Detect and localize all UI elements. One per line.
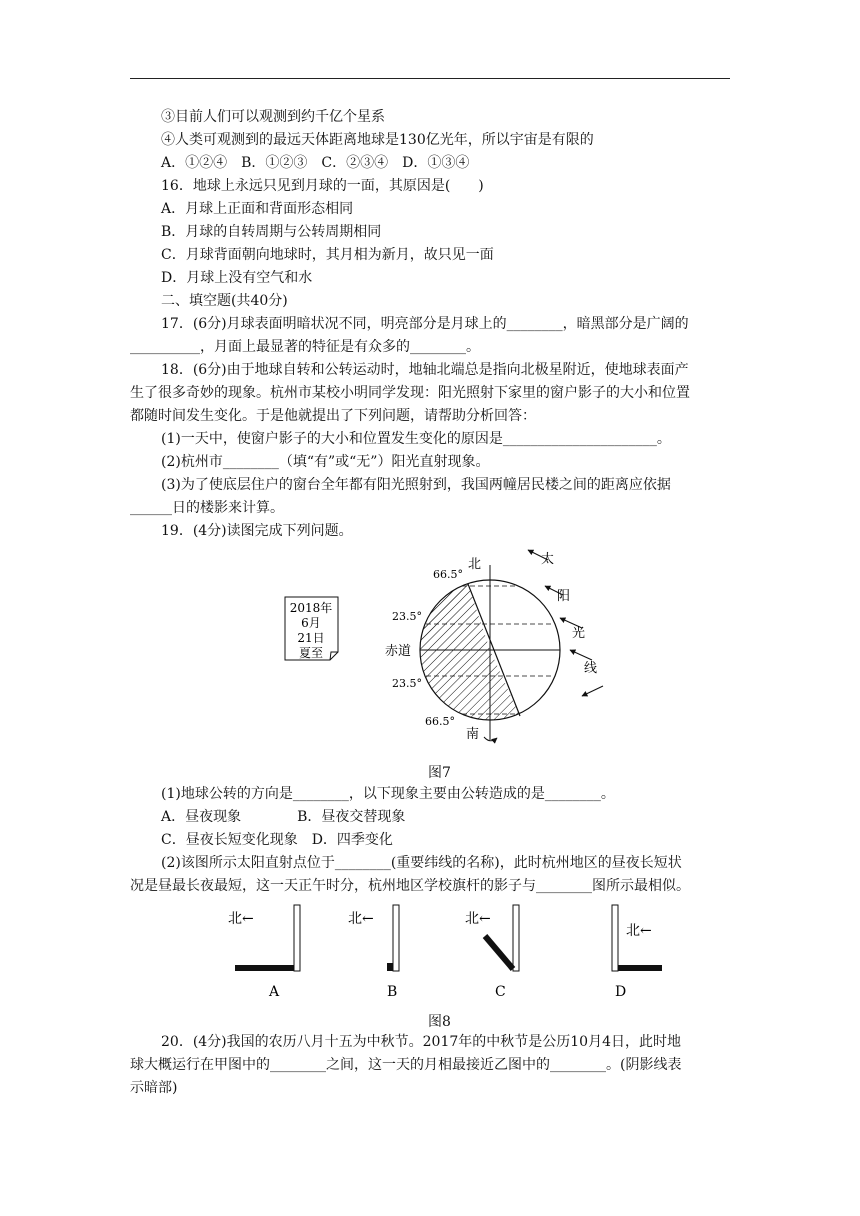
north-arrow-label: 北←	[348, 911, 374, 927]
section-heading: 二、填空题(共40分)	[161, 293, 288, 309]
question-17: 17．(6分)月球表面明暗状况不同，明亮部分是月球上的________，暗黑部分是广阔的	[161, 316, 689, 332]
equator-label: 赤道	[385, 644, 412, 659]
option-b: B．月球的自转周期与公转周期相同	[161, 224, 382, 240]
text-line: (3)为了使底层住户的窗台全年都有阳光照射到，我国两幢居民楼之间的距离应依据	[161, 477, 671, 493]
text-line: (2)该图所示太阳直射点位于________(重要纬线的名称)，此时杭州地区的昼夜长短状	[161, 855, 682, 871]
question-20: 20．(4分)我国的农历八月十五为中秋节。2017年的中秋节是公历10月4日，此时地	[161, 1034, 681, 1050]
text-line: ③目前人们可以观测到约千亿个星系	[161, 109, 385, 125]
calendar-day: 21日	[297, 631, 325, 645]
flagpole-option-b	[348, 905, 399, 971]
sunlight-label-1: 太	[541, 552, 555, 567]
shadow	[387, 963, 393, 971]
text-line: 都随时间发生变化。于是他就提出了下列问题，请帮助分析回答：	[130, 408, 536, 424]
option-c: C．月球背面朝向地球时，其月相为新月，故只见一面	[161, 247, 494, 263]
text-line: (1)地球公转的方向是________，以下现象主要由公转造成的是________。	[161, 786, 615, 802]
lat-label-south-66: 66.5°	[425, 715, 455, 728]
lat-label-south-23: 23.5°	[392, 677, 422, 690]
north-arrow-label: 北←	[626, 923, 652, 939]
calendar-term: 夏至	[298, 646, 324, 660]
text-line: 示暗部)	[130, 1080, 178, 1096]
option-label-d: D	[615, 984, 627, 1000]
option-a: A．月球上正面和背面形态相同	[161, 201, 354, 217]
option-d: D．月球上没有空气和水	[161, 270, 313, 286]
lat-label-north-23: 23.5°	[392, 610, 422, 623]
question-18: 18．(6分)由于地球自转和公转运动时，地轴北端总是指向北极星附近，使地球表面产	[161, 362, 689, 378]
text-line: ④人类可观测到的最远天体距离地球是130亿光年，所以宇宙是有限的	[161, 132, 594, 148]
option-line: C．昼夜长短变化现象 D．四季变化	[161, 832, 393, 848]
north-arrow-label: 北←	[228, 911, 254, 927]
text-line: A．①②④ B．①②③ C．②③④ D．①③④	[161, 155, 470, 171]
calendar-year: 2018年	[289, 601, 333, 615]
flagpole-option-c	[465, 905, 519, 971]
north-arrow-label: 北←	[465, 911, 491, 927]
text-line: 生了很多奇妙的现象。杭州市某校小明同学发现：阳光照射下家里的窗户影子的大小和位置	[130, 385, 690, 401]
text-line: 况是昼最长夜最短，这一天正午时分，杭州地区学校旗杆的影子与________图所示最相似。	[130, 878, 690, 894]
text-line: __________，月面上最显著的特征是有众多的________。	[130, 339, 480, 355]
text-line: (2)杭州市________（填“有”或“无”）阳光直射现象。	[161, 454, 490, 470]
sunlight-label-2: 阳	[557, 589, 571, 604]
option-label-c: C	[495, 984, 506, 1000]
sunlight-label-3: 光	[572, 626, 586, 641]
shadow	[235, 965, 294, 971]
question-19: 19．(4分)读图完成下列问题。	[161, 523, 353, 539]
flagpole-option-a	[228, 905, 300, 971]
shadow	[485, 936, 513, 969]
option-line: A．昼夜现象 B．昼夜交替现象	[161, 809, 406, 825]
calendar-month: 6月	[301, 616, 321, 630]
lat-label-north-66: 66.5°	[433, 568, 463, 581]
sunlight-label-4: 线	[584, 661, 598, 676]
south-label: 南	[466, 727, 480, 742]
figure-8-caption: 图8	[428, 1014, 451, 1030]
question-16: 16．地球上永远只见到月球的一面，其原因是( )	[161, 178, 484, 194]
text-line: ______日的楼影来计算。	[130, 500, 284, 516]
option-label-b: B	[387, 984, 398, 1000]
option-label-a: A	[269, 984, 280, 1000]
text-line: (1)一天中，使窗户影子的大小和位置发生变化的原因是______________________。	[161, 431, 671, 447]
shadow	[618, 965, 662, 971]
north-label: 北	[468, 557, 482, 572]
text-line: 球大概运行在甲图中的________之间，这一天的月相最接近乙图中的________。(阴影线表	[130, 1057, 682, 1073]
flagpole-option-d	[612, 905, 662, 971]
figure-7-caption: 图7	[428, 765, 451, 781]
